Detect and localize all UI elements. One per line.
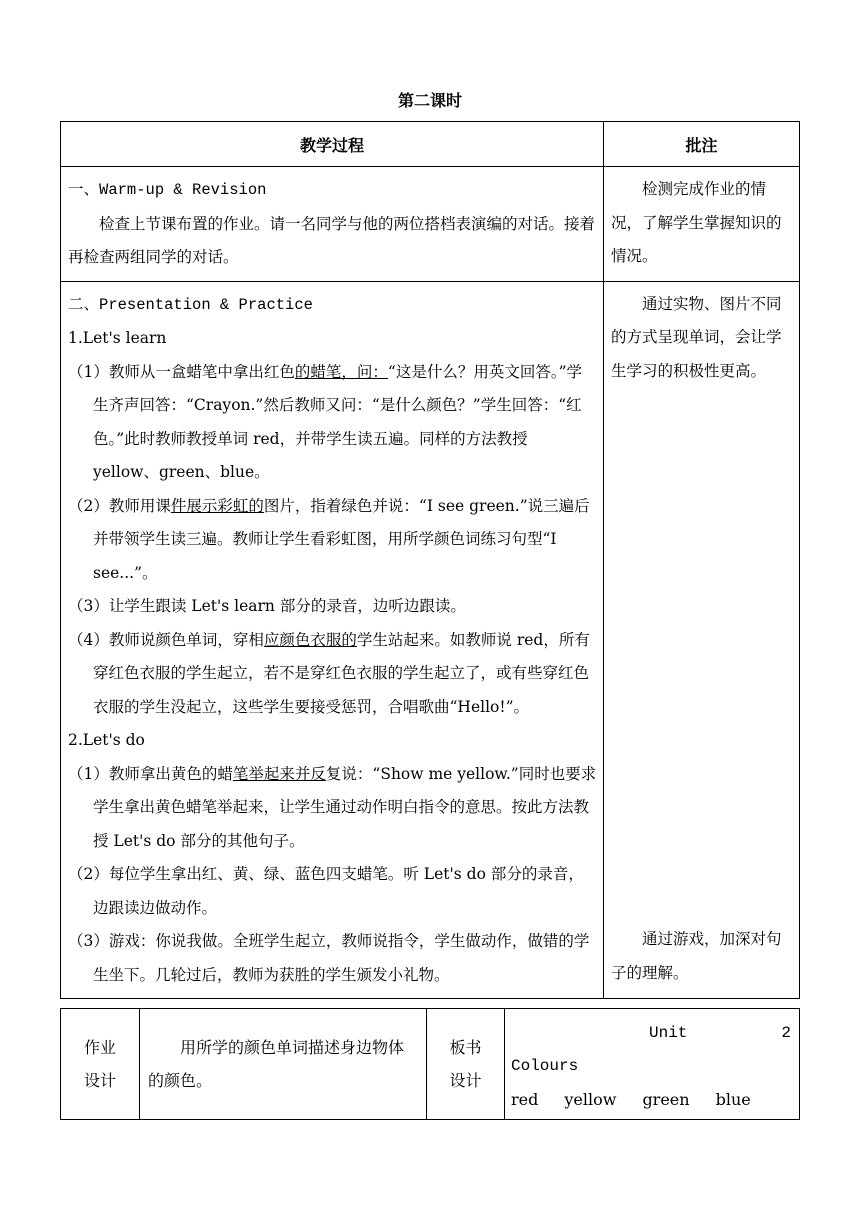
- board-content: [505, 1009, 800, 1120]
- homework-content: 用所学的颜色单词描述身边物体的颜色。: [140, 1009, 427, 1120]
- section2-row: [61, 281, 800, 999]
- header-notes: 批注: [604, 122, 800, 167]
- learn-item: （3）让学生跟读 Let's learn 部分的录音，边听边跟读。: [68, 597, 466, 615]
- board-word: green: [642, 1090, 690, 1109]
- section2-note-2: 通过游戏，加深对句子的理解。: [611, 930, 782, 982]
- section2-notes: [604, 281, 800, 999]
- section2-content: [61, 281, 604, 999]
- do-item: （3）游戏：你说我做。全班学生起立，教师说指令，学生做动作，做错的学生坐下。几轮过后，教师为获胜的学生颁发小礼物。: [68, 932, 590, 984]
- board-word: yellow: [564, 1090, 617, 1109]
- board-unit-line: Unit 2: [649, 1024, 791, 1042]
- section1-note: 检测完成作业的情况，了解学生掌握知识的情况。: [604, 167, 800, 282]
- board-words: [511, 1083, 791, 1116]
- learn-item: （2）教师用课件展示彩虹的图片，指着绿色并说：“I see green.”说三遍后并带领学生读三遍。教师让学生看彩虹图，用所学颜色词练习句型“I see...”。: [68, 496, 590, 582]
- lesson-table: [60, 121, 800, 999]
- do-title: 2.Let's do: [68, 731, 145, 749]
- do-item: （2）每位学生拿出红、黄、绿、蓝色四支蜡笔。听 Let's do 部分的录音，边跟读边做动作。: [68, 865, 584, 917]
- learn-title: 1.Let's learn: [68, 329, 167, 347]
- section1-heading: 一、Warm-up & Revision: [68, 180, 267, 199]
- bottom-row: [61, 1009, 800, 1120]
- board-word: red: [511, 1090, 539, 1109]
- homework-label: 作业 设计: [61, 1009, 140, 1120]
- section1-row: [61, 167, 800, 282]
- learn-item: （1）教师从一盒蜡笔中拿出红色的蜡笔，问：“这是什么？用英文回答。”学生齐声回答：“Crayon.”然后教师又问：“是什么颜色？”学生回答：“红色。”此时教师教授单词 red，并带学生读五遍。同样的方法教授 yellow、green、blue。: [68, 362, 583, 481]
- learn-item: （4）教师说颜色单词，穿相应颜色衣服的学生站起来。如教师说 red，所有穿红色衣服的学生起立，若不是穿红色衣服的学生起立了，或有些穿红色衣服的学生没起立，这些学生要接受惩罚，合唱歌曲“Hello!”。: [68, 630, 590, 716]
- table-header-row: [61, 122, 800, 167]
- section2-heading: 二、Presentation & Practice: [68, 294, 313, 314]
- board-label: 板书 设计: [427, 1009, 505, 1120]
- section2-note-1: 通过实物、图片不同的方式呈现单词，会让学生学习的积极性更高。: [611, 294, 782, 380]
- header-process: 教学过程: [61, 122, 604, 167]
- section1-body: 检查上节课布置的作业。请一名同学与他的两位搭档表演编的对话。接着再检查两组同学的对话。: [68, 214, 596, 266]
- board-word: blue: [715, 1090, 751, 1109]
- page-title: 第二课时: [397, 91, 462, 110]
- board-title: Colours: [511, 1057, 579, 1075]
- bottom-table: [60, 1008, 800, 1120]
- do-item: （1）教师拿出黄色的蜡笔举起来并反复说：“Show me yellow.”同时也要求学生拿出黄色蜡笔举起来，让学生通过动作明白指令的意思。按此方法教授 Let's do 部分的其他句子。: [68, 764, 597, 850]
- section1-content: [61, 167, 604, 282]
